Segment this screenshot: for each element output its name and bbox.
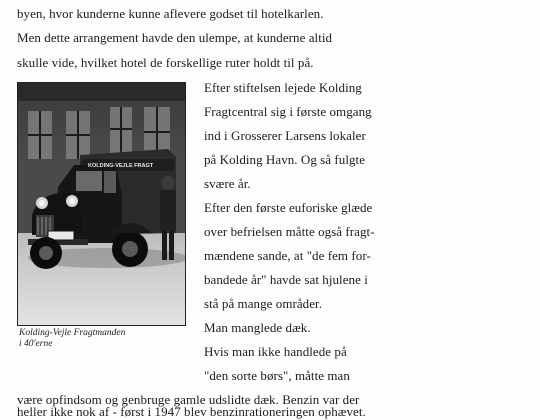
text-line: Man manglede dæk.: [204, 320, 311, 335]
text-line: mændene sande, at "de fem for-: [204, 248, 371, 263]
photo-caption: [19, 328, 125, 350]
text-line: Fragtcentral sig i første omgang: [204, 104, 372, 119]
caption-line-2: i 40'erne: [19, 339, 53, 349]
text-line: over befrielsen måtte også fragt-: [204, 224, 375, 239]
text-line: skulle vide, hvilket hotel de forskellige ruter holdt til på.: [17, 55, 314, 70]
caption-line-1: Kolding-Vejle Fragtmanden: [19, 328, 126, 338]
truck-photo-illustration: [18, 83, 185, 325]
text-line: svære år.: [204, 176, 251, 191]
truck-lettering: KOLDING-VEJLE FRAGT: [88, 163, 154, 169]
text-line: på Kolding Havn. Og så fulgte: [204, 152, 366, 167]
text-line: "den sorte børs", måtte man: [204, 368, 350, 383]
text-line: stå på mange områder.: [204, 296, 323, 311]
historical-photo: [17, 82, 186, 326]
text-line: Efter stiftelsen lejede Kolding: [204, 80, 362, 95]
text-line: Hvis man ikke handlede på: [204, 344, 347, 359]
text-line: heller ikke nok af - først i 1947 blev benzinrationeringen ophævet.: [17, 404, 366, 419]
text-line: byen, hvor kunderne kunne aflevere godset til hotelkarlen.: [17, 6, 324, 21]
text-line: Efter den første euforiske glæde: [204, 200, 373, 215]
text-line: være opfindsom og genbruge gamle udslidte dæk. Benzin var der: [17, 392, 360, 407]
text-line: bandede år" havde sat hjulene i: [204, 272, 368, 287]
text-line: ind i Grosserer Larsens lokaler: [204, 128, 366, 143]
text-line: Men dette arrangement havde den ulempe, at kunderne altid: [17, 30, 333, 45]
